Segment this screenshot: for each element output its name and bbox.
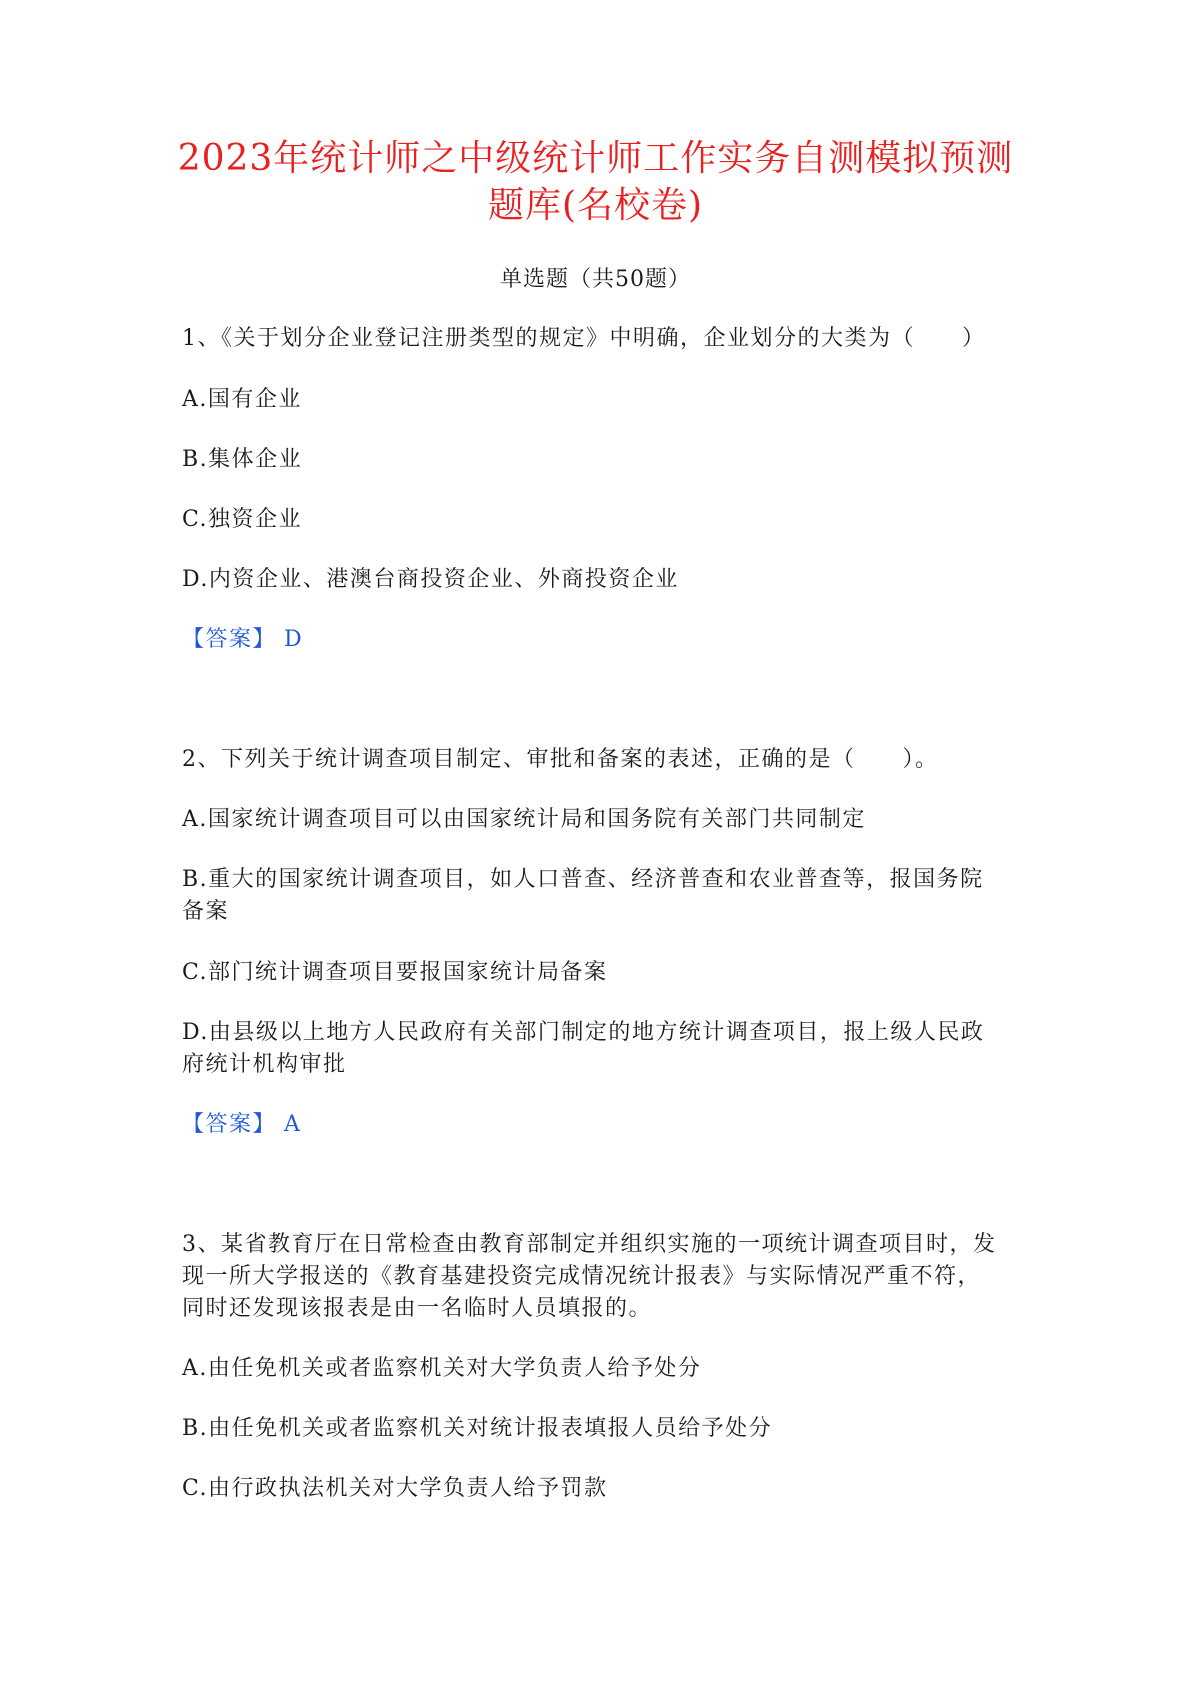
question-1-option-a: A.国有企业 (182, 387, 302, 412)
question-2-option-b-line-1: B.重大的国家统计调查项目，如人口普查、经济普查和农业普查等，报国务院 (182, 867, 984, 892)
question-3-stem-line-1: 3、某省教育厅在日常检查由教育部制定并组织实施的一项统计调查项目时，发 (182, 1232, 997, 1257)
question-1-option-d: D.内资企业、港澳台商投资企业、外商投资企业 (182, 567, 679, 592)
question-2-option-d-line-2: 府统计机构审批 (182, 1052, 347, 1077)
question-3-stem-line-3: 同时还发现该报表是由一名临时人员填报的。 (182, 1296, 653, 1321)
question-1-option-c: C.独资企业 (182, 507, 303, 532)
question-1-answer (182, 624, 303, 656)
question-3-stem-line-2: 现一所大学报送的《教育基建投资完成情况统计报表》与实际情况严重不符， (182, 1264, 982, 1289)
question-2-option-a: A.国家统计调查项目可以由国家统计局和国务院有关部门共同制定 (182, 807, 866, 832)
document-title-line-1: 2023年统计师之中级统计师工作实务自测模拟预测 (177, 138, 1014, 179)
answer-value: D (284, 627, 304, 652)
question-1-option-b: B.集体企业 (182, 447, 303, 472)
question-3-option-c: C.由行政执法机关对大学负责人给予罚款 (182, 1476, 608, 1501)
question-2-option-b-line-2: 备案 (182, 899, 230, 924)
section-heading: 单选题（共50题） (500, 267, 691, 292)
document-title-line-2: 题库(名校卷) (487, 185, 704, 226)
question-3-option-b: B.由任免机关或者监察机关对统计报表填报人员给予处分 (182, 1416, 773, 1441)
question-2-option-c: C.部门统计调查项目要报国家统计局备案 (182, 960, 608, 985)
question-2-answer (182, 1109, 301, 1141)
answer-value: A (284, 1112, 302, 1137)
question-2-stem: 2、下列关于统计调查项目制定、审批和备案的表述，正确的是（ ）。 (182, 747, 939, 772)
question-1-stem: 1、《关于划分企业登记注册类型的规定》中明确，企业划分的大类为（ ） (182, 326, 986, 351)
question-3-option-a: A.由任免机关或者监察机关对大学负责人给予处分 (182, 1356, 702, 1381)
question-2-option-d-line-1: D.由县级以上地方人民政府有关部门制定的地方统计调查项目，报上级人民政 (182, 1020, 985, 1045)
answer-label: 【答案】 (182, 1112, 277, 1137)
answer-label: 【答案】 (182, 627, 277, 652)
